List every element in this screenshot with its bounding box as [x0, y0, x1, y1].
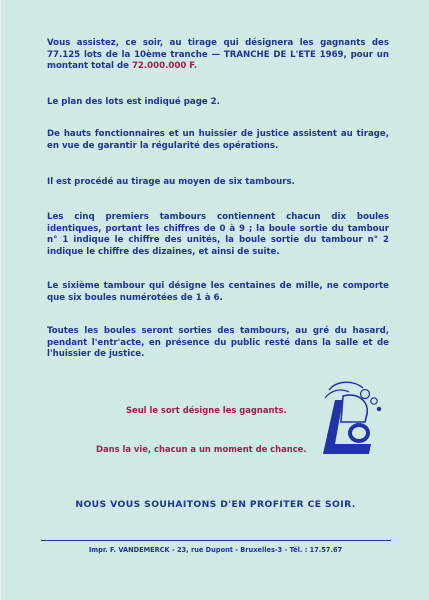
total-amount: 72.000.000 F.: [131, 61, 198, 72]
officials-paragraph: De hauts fonctionnaires et un huissier de justice assistent au tirage, en vue de garantir la régularité des opérations.: [47, 129, 389, 151]
first-drums-paragraph: Les cinq premiers tambours contiennent chacun dix boules identiques, portant les chiffres de 0 à 9 ; la boule sortie du tambour n° 1 indique le chiffre des unités, la boule sortie du tambour n° 2 indique le chiffre des dizaines, et ainsi de suite.: [47, 212, 389, 257]
logo-letter-o: [350, 425, 368, 441]
drums-paragraph: Il est procédé au tirage au moyen de six tambours.: [47, 177, 295, 187]
intro-paragraph: [47, 38, 389, 73]
slogan-chance: Dans la vie, chacun a un moment de chance.: [96, 444, 307, 454]
lots-plan-paragraph: Le plan des lots est indiqué page 2.: [47, 97, 220, 107]
closing-wish: NOUS VOUS SOUHAITONS D'EN PROFITER CE SOIR.: [75, 499, 356, 510]
footer-divider: [41, 540, 391, 541]
slogan-fate: Seul le sort désigne les gagnants.: [126, 405, 287, 415]
logo-ball-2: [371, 398, 377, 404]
logo-curl-top: [329, 382, 363, 390]
logo-bell: [341, 395, 367, 422]
logo-ball-3: [377, 407, 381, 411]
printer-footer: Impr. F. VANDEMERCK - 23, rue Dupont - Bruxelles-3 - Tél. : 17.57.67: [88, 546, 343, 554]
sixth-drum-paragraph: Le sixième tambour qui désigne les centaines de mille, ne comporte que six boules numérotées de 1 à 6.: [47, 281, 389, 303]
intro-text: Vous assistez, ce soir, au tirage qui désignera les gagnants des 77.125 lots de la 10ème tranche — TRANCHE DE L'ETE 1969, pour un montant total de: [47, 38, 389, 72]
logo-ball-1: [361, 390, 370, 399]
lottery-logo: [319, 378, 387, 464]
balls-drawn-paragraph: Toutes les boules seront sorties des tambours, au gré du hasard, pendant l'entr'acte, en présence du public resté dans la salle et de l'huissier de justice.: [47, 326, 389, 360]
